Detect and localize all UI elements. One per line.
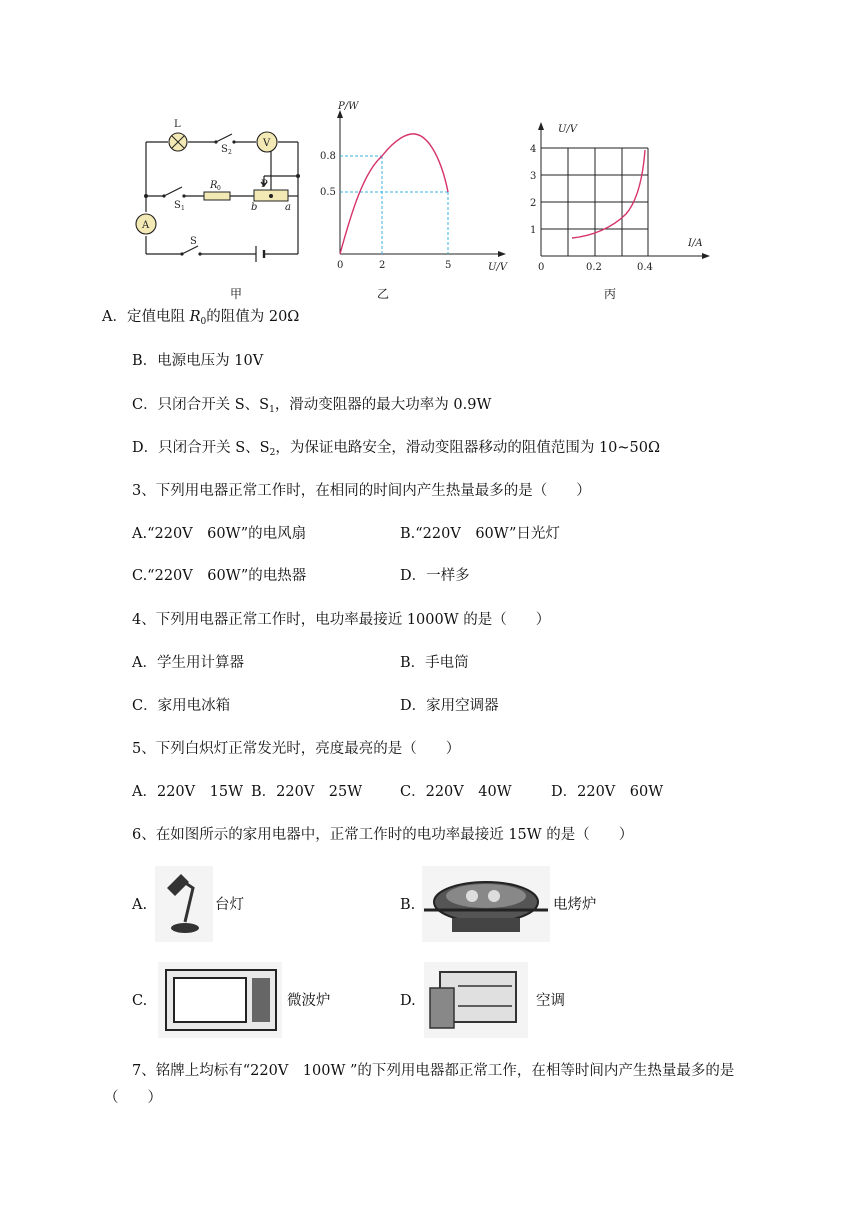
desk-lamp-image: [155, 866, 213, 942]
svg-text:1: 1: [181, 205, 185, 212]
air-conditioner-image: [424, 962, 528, 1038]
svg-text:0.4: 0.4: [637, 262, 653, 273]
svg-text:P: P: [261, 179, 268, 190]
q4-option-b: B．手电筒: [400, 655, 469, 671]
q6-option-c-letter: C.: [132, 993, 148, 1009]
q6-option-a-label: 台灯: [215, 897, 244, 913]
q5-option-a: A．220V 15W: [132, 784, 243, 800]
svg-text:a: a: [285, 202, 291, 213]
voltage-current-graph: [528, 110, 718, 275]
q3-option-d: D．一样多: [400, 568, 470, 584]
svg-text:3: 3: [530, 171, 537, 182]
svg-text:5: 5: [445, 260, 452, 271]
q4-option-c: C．家用电冰箱: [132, 698, 231, 714]
iu-curve: [572, 150, 645, 238]
q6-option-a-letter: A.: [132, 897, 148, 913]
svg-text:P/W: P/W: [338, 101, 359, 112]
q4-option-a: A．学生用计算器: [132, 655, 244, 671]
svg-text:2: 2: [379, 260, 386, 271]
svg-text:S: S: [190, 236, 197, 247]
q5-option-b: B．220V 25W: [251, 784, 363, 800]
svg-text:0: 0: [538, 262, 545, 273]
q3-option-b: B.“220V 60W”日光灯: [400, 526, 560, 542]
q5-option-d: D．220V 60W: [551, 784, 664, 800]
svg-text:0: 0: [337, 260, 344, 271]
microwave-image: [158, 962, 282, 1038]
q6-stem: 6、在如图所示的家用电器中，正常工作时的电功率最接近 15W 的是（ ）: [132, 827, 634, 843]
svg-text:0.5: 0.5: [320, 187, 336, 198]
svg-text:1: 1: [530, 225, 537, 236]
power-curve: [340, 134, 448, 254]
q6-option-b-letter: B.: [400, 897, 416, 913]
figure-caption-yi: 乙: [377, 287, 390, 301]
q6-option-d-letter: D.: [400, 993, 416, 1009]
svg-text:0.8: 0.8: [320, 151, 336, 162]
svg-text:0: 0: [217, 185, 221, 192]
power-curve-graph: [318, 100, 518, 280]
figure-caption-jia: 甲: [230, 287, 243, 301]
svg-text:L: L: [174, 119, 181, 130]
circuit-diagram: [130, 112, 320, 272]
svg-text:R: R: [210, 180, 218, 191]
q2-option-b: B．电源电压为 10V: [132, 353, 264, 369]
q2-option-c: C．只闭合开关 S、$S_1$，滑动变阻器的最大功率为 0.9W: [132, 397, 492, 415]
svg-text:2: 2: [530, 198, 537, 209]
svg-text:U/V: U/V: [558, 124, 578, 135]
svg-text:I/A: I/A: [688, 238, 703, 249]
q6-option-d-label: 空调: [536, 993, 565, 1009]
svg-text:U/V: U/V: [488, 262, 508, 273]
q3-option-a: A.“220V 60W”的电风扇: [132, 526, 307, 542]
q3-option-c: C.“220V 60W”的电热器: [132, 568, 307, 584]
q3-stem: 3、下列用电器正常工作时，在相同的时间内产生热量最多的是（ ）: [132, 483, 591, 499]
svg-text:4: 4: [530, 144, 537, 155]
svg-text:S: S: [221, 144, 228, 155]
svg-text:0.2: 0.2: [586, 262, 602, 273]
svg-text:2: 2: [228, 149, 232, 156]
q6-option-b-label: 电烤炉: [553, 897, 597, 913]
electric-oven-image: [422, 866, 550, 942]
svg-text:b: b: [251, 202, 258, 213]
q4-stem: 4、下列用电器正常工作时，电功率最接近 1000W 的是（ ）: [132, 612, 551, 628]
q2-option-d: D．只闭合开关 S、$S_2$，为保证电路安全，滑动变阻器移动的阻值范围为 10~50Ω: [132, 440, 661, 458]
svg-text:V: V: [263, 138, 271, 149]
svg-text:A: A: [142, 220, 150, 231]
q5-option-c: C．220V 40W: [400, 784, 512, 800]
figure-caption-bing: 丙: [604, 287, 617, 301]
svg-text:S: S: [174, 200, 181, 211]
q2-option-a: A．定值电阻 $R_0$的阻值为 20Ω: [102, 309, 300, 327]
q7-stem-line2: （ ）: [104, 1090, 162, 1106]
q4-option-d: D．家用空调器: [400, 698, 499, 714]
q6-option-c-label: 微波炉: [287, 993, 331, 1009]
q7-stem-line1: 7、铭牌上均标有“220V 100W ”的下列用电器都正常工作，在相等时间内产生热量最多的是: [132, 1063, 735, 1079]
q5-stem: 5、下列白炽灯正常发光时，亮度最亮的是（ ）: [132, 741, 461, 757]
